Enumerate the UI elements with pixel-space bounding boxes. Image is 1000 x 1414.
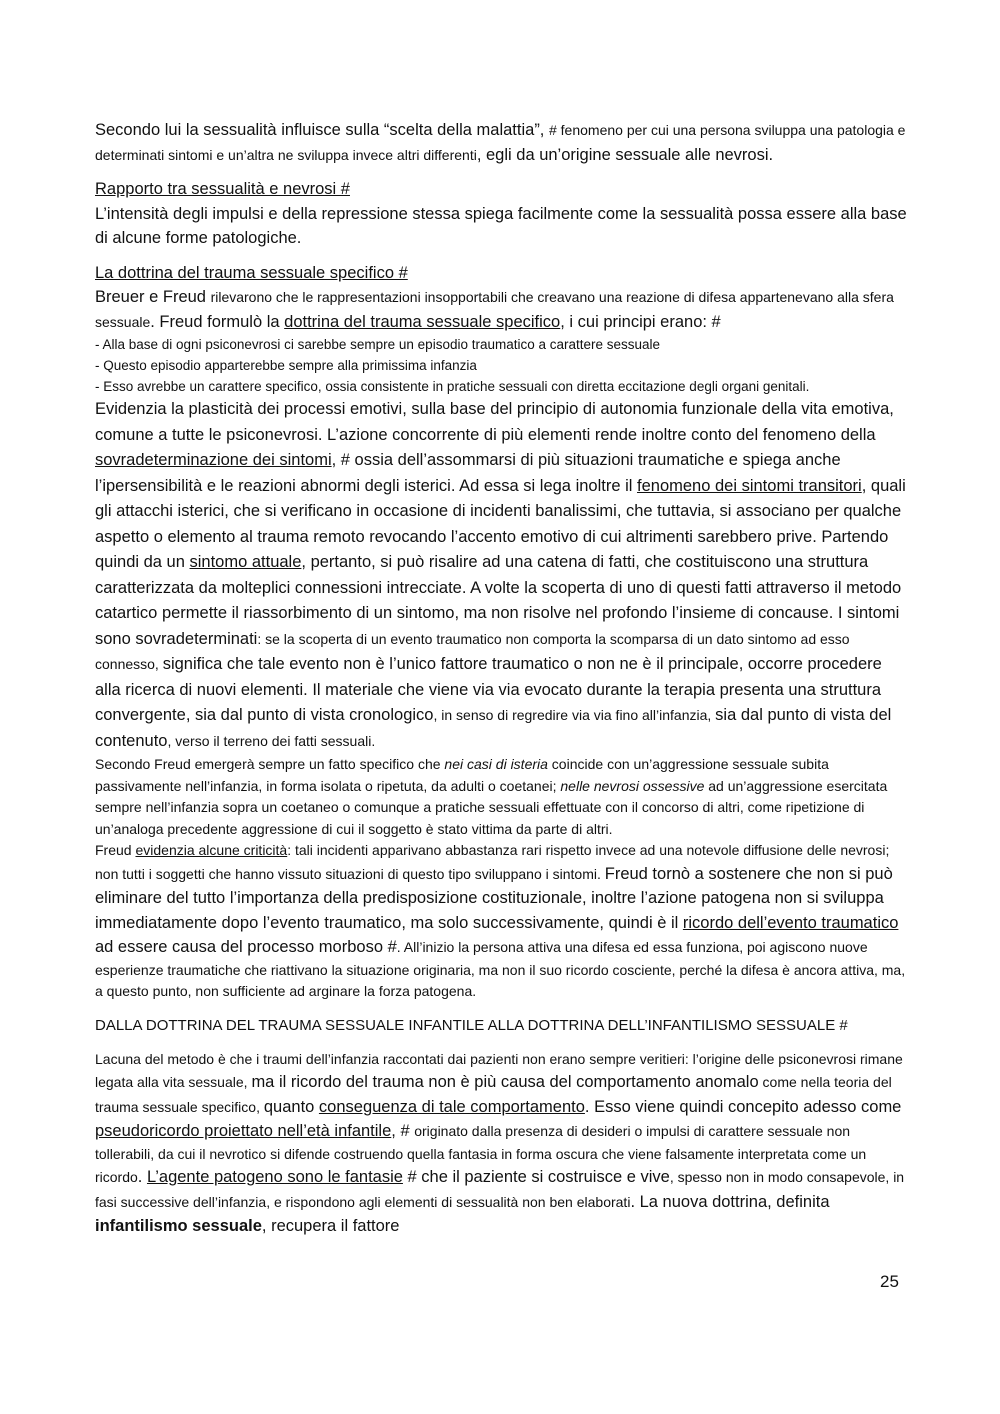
text-run: originato dalla presenza di desideri o impulsi di carattere sessuale non tollerabili, da cui il nevrotico si difende costruendo quella fantasia in forma oscura che viene falsamente interpretata come un ricordo bbox=[95, 1123, 867, 1185]
text-run: rilevarono che le rappresentazioni insopportabili che creavano una reazione di difesa appartenevano alla sfera sessuale bbox=[95, 289, 894, 330]
paragraph-intensita: L’intensità degli impulsi e della repressione stessa spiega facilmente come la sessualità possa essere alla base di alcune forme patologiche. bbox=[95, 204, 907, 247]
text-run: Freud tornò a sostenere che non si può eliminare del tutto l’importanza della predisposizione costituzionale, inoltre l’azione patogena non si sviluppa immediatamente dopo l’evento traumatico, ma solo successivamente, quindi è il bbox=[95, 864, 893, 932]
text-run: . Esso viene quindi concepito adesso come bbox=[584, 1097, 902, 1116]
text-run: L’agente patogeno sono le fantasie bbox=[146, 1168, 403, 1186]
text-run: , quali gli attacchi isterici, che si verificano in occasione di incidenti banalissimi, che tuttavia, si associano per qualche aspetto o elemento al trauma remoto revocando l’accento emotivo di cui altrimenti sarebbero prive. Partendo quindi da un bbox=[95, 476, 906, 571]
list-item: - Alla base di ogni psiconevrosi ci sarebbe sempre un episodio traumatico a carattere sessuale bbox=[95, 337, 661, 352]
text-run: , egli da un’origine sessuale alle nevrosi. bbox=[476, 145, 774, 164]
text-run: , # ossia dell’assommarsi di più situazioni traumatiche e spiega anche l’ipersensibilità e le reazioni abnormi degli isterici. Ad essa si lega inoltre il bbox=[95, 451, 841, 495]
page-number: 25 bbox=[880, 1272, 899, 1291]
heading-text: La dottrina del trauma sessuale specifico # bbox=[95, 263, 408, 282]
text-run: sovradeterminazione dei sintomi bbox=[95, 451, 332, 469]
paragraph-breuer-freud bbox=[95, 285, 907, 334]
text-run: coincide con un’aggressione sessuale subita passivamente nell’infanzia, in forma isolata o ripetuta, da adulti o coetanei; bbox=[95, 756, 829, 794]
text-run: , # bbox=[391, 1122, 415, 1140]
list-item: - Esso avrebbe un carattere specifico, ossia consistente in pratiche sessuali con diretta eccitazione degli organi genitali. bbox=[95, 379, 810, 394]
text-run: fenomeno dei sintomi transitori bbox=[637, 476, 862, 495]
section-heading-infantilismo: DALLA DOTTRINA DEL TRAUMA SESSUALE INFANTILE ALLA DOTTRINA DELL’INFANTILISMO SESSUALE # bbox=[95, 1016, 848, 1034]
text-run: Breuer e Freud bbox=[95, 288, 211, 306]
text-run: come nella teoria del trauma sessuale specifico, bbox=[95, 1074, 892, 1115]
heading-dottrina-trauma bbox=[95, 261, 907, 286]
text-run: , recupera il fattore bbox=[261, 1217, 400, 1235]
text-run: . La nuova dottrina, definita bbox=[630, 1192, 830, 1211]
text-run: dottrina del trauma sessuale specifico bbox=[284, 312, 561, 331]
text-run: , verso il terreno dei fatti sessuali. bbox=[167, 732, 376, 749]
text-run: , pertanto, si può risalire ad una catena di fatti, che costituiscono una struttura caratterizzata da molteplici connessioni intrecciate. A volte la scoperta di uno di questi fatti attraverso il metodo catartico permette il riassorbimento di un sintomo, ma non risolve nel profondo l’insieme di concause. I sintomi sono sovradeterminati bbox=[95, 553, 902, 648]
text-run: , in senso di regredire via via fino all’infanzia, bbox=[433, 707, 716, 723]
text-run: ma il ricordo del trauma non è più causa del comportamento anomalo bbox=[251, 1073, 759, 1091]
text-run: , spesso non in modo consapevole, in fasi successive dell’infanzia, e rispondono agli elementi di sessualità non ben elaborati bbox=[95, 1169, 905, 1210]
text-run: significa che tale evento non è l’unico fattore traumatico o non ne è il principale, occorre procedere alla ricerca di nuovi elementi. Il materiale che viene via via evocato durante la terapia presenta una struttura convergente, sia dal punto di vista cronologico bbox=[95, 655, 882, 724]
text-run: ricordo dell’evento traumatico bbox=[682, 913, 899, 932]
text-run: Secondo lui la sessualità influisce sulla “scelta della malattia”, bbox=[95, 121, 549, 139]
text-run: ad un’aggressione esercitata sempre nell’infanzia sopra un coetaneo o comunque a pratiche sessuali effettuate con il concorso di altri, come ripetizione di un’analoga precedente aggressione di cui il soggetto è stato vittima da parte di altri. bbox=[95, 777, 888, 837]
text-run: Lacuna del metodo è che i traumi dell’infanzia raccontati dai pazienti non erano sempre veritieri: l’origine delle psiconevrosi rimane legata alla vita sessuale, bbox=[95, 1050, 903, 1090]
text-run: conseguenza di tale comportamento bbox=[318, 1097, 585, 1116]
paragraph-secondo-freud bbox=[95, 754, 907, 840]
text-run: Secondo Freud emergerà sempre un fatto specifico che bbox=[95, 756, 445, 772]
text-run: Freud bbox=[95, 842, 136, 858]
text-run: infantilismo sessuale bbox=[95, 1217, 262, 1235]
text-run: ad essere causa del processo morboso # bbox=[95, 938, 397, 956]
text-run: . Freud formulò la bbox=[150, 312, 285, 331]
paragraph-plasticita bbox=[95, 397, 907, 754]
text-run: , i cui principi erano: # bbox=[560, 312, 721, 331]
text-run: sia dal punto di vista del contenuto bbox=[95, 706, 892, 750]
heading-text: Rapporto tra sessualità e nevrosi # bbox=[95, 180, 350, 198]
text-run: Evidenzia la plasticità dei processi emotivi, sulla base del principio di autonomia funzionale della vita emotiva, comune a tutte le psiconevrosi. L’azione concorrente di più elementi rende inoltre conto del fenomeno della bbox=[95, 400, 894, 444]
text-run: . bbox=[137, 1168, 147, 1186]
text-run: sintomo attuale bbox=[189, 553, 302, 571]
text-run: : tali incidenti apparivano abbastanza rari rispetto invece ad una notevole diffusione delle nevrosi; non tutti i soggetti che hanno vissuto situazioni di questo tipo sviluppano i sintomi. bbox=[95, 842, 890, 882]
paragraph-scelta-malattia bbox=[95, 118, 907, 167]
heading-rapporto bbox=[95, 177, 907, 202]
text-run: evidenzia alcune criticità bbox=[135, 842, 288, 858]
paragraph-criticita bbox=[95, 840, 907, 1003]
text-run: # che il paziente si costruisce e vive bbox=[402, 1168, 670, 1186]
text-run: quanto bbox=[263, 1097, 319, 1116]
text-run: : se la scoperta di un evento traumatico non comporta la scomparsa di un dato sintomo ad esso connesso, bbox=[95, 630, 850, 672]
paragraph-lacuna bbox=[95, 1049, 907, 1239]
text-run: nelle nevrosi ossessive bbox=[560, 777, 705, 794]
list-item: - Questo episodio apparterebbe sempre alla primissima infanzia bbox=[95, 358, 477, 373]
text-run: . All’inizio la persona attiva una difesa ed essa funziona, poi agiscono nuove esperienze traumatiche che riattivano la situazione originaria, ma non il suo ricordo cosciente, perché la difesa è ancora attiva, ma, a questo punto, non sufficiente ad arginare la forza patogena. bbox=[95, 939, 906, 999]
text-run: # fenomeno per cui una persona sviluppa una patologia e determinati sintomi e un’altra ne sviluppa invece altri differenti bbox=[95, 122, 906, 163]
text-run: pseudoricordo proiettato nell’età infantile bbox=[95, 1122, 392, 1140]
text-run: nei casi di isteria bbox=[444, 756, 548, 772]
document-page bbox=[95, 118, 907, 1239]
